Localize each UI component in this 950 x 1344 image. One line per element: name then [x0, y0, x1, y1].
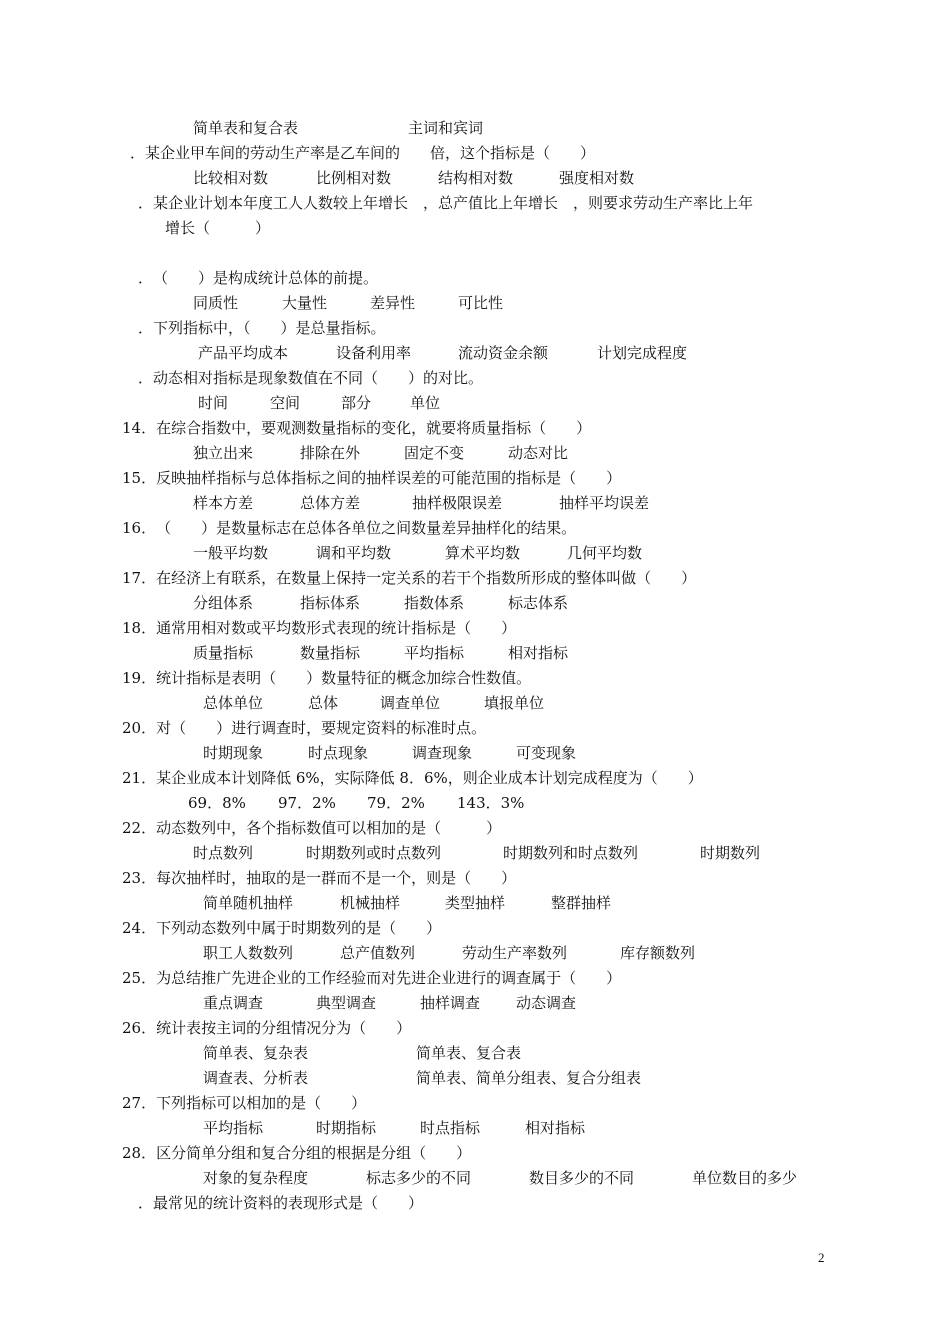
- option: 结构相对数: [438, 169, 514, 187]
- question-text: 对（ ）进行调查时，要规定资料的标准时点。: [156, 719, 487, 737]
- question-text: 某企业甲车间的劳动生产率是乙车间的 倍，这个指标是（ ）: [145, 144, 596, 162]
- option: 分组体系: [193, 594, 254, 612]
- question: [122, 568, 696, 588]
- question-text: （ ）是构成统计总体的前提。: [153, 269, 379, 287]
- question-number: 24．: [122, 919, 157, 937]
- option: 143．3%: [457, 794, 525, 812]
- option: 算术平均数: [445, 544, 521, 562]
- question: [122, 868, 516, 888]
- question-number: ．: [138, 194, 154, 212]
- option: 时期指标: [316, 1119, 377, 1137]
- question: [122, 768, 703, 788]
- option: 几何平均数: [567, 544, 643, 562]
- question: [122, 718, 486, 738]
- option: 差异性: [370, 294, 416, 312]
- option: 相对指标: [508, 644, 569, 662]
- option: 库存额数列: [620, 944, 696, 962]
- option: 时期数列或时点数列: [306, 844, 442, 862]
- option: 指标体系: [300, 594, 361, 612]
- option: 样本方差: [193, 494, 254, 512]
- option: 相对指标: [525, 1119, 586, 1137]
- question-text: 某企业计划本年度工人人数较上年增长 ，总产值比上年增长 ，则要求劳动生产率比上年: [153, 194, 754, 212]
- option: 79．2%: [367, 794, 425, 812]
- option: 单位数目的多少: [692, 1169, 798, 1187]
- question-number: 27．: [122, 1094, 157, 1112]
- option: 时点数列: [193, 844, 254, 862]
- question-number: 20．: [122, 719, 157, 737]
- option: 时期数列和时点数列: [503, 844, 639, 862]
- option: 一般平均数: [193, 544, 269, 562]
- option: 调和平均数: [316, 544, 392, 562]
- option: 数量指标: [300, 644, 361, 662]
- question-text: 统计表按主词的分组情况分为（ ）: [156, 1019, 412, 1037]
- question-text: 下列指标中，（ ）是总量指标。: [153, 319, 386, 337]
- question-text: 统计指标是表明（ ）数量特征的概念加综合性数值。: [156, 669, 532, 687]
- option: 产品平均成本: [198, 344, 289, 362]
- question-number: 17．: [122, 569, 157, 587]
- option: 设备利用率: [336, 344, 412, 362]
- question: [138, 268, 378, 288]
- question-text: 反映抽样指标与总体指标之间的抽样误差的可能范围的指标是（ ）: [156, 469, 622, 487]
- option: 填报单位: [484, 694, 545, 712]
- option: 可变现象: [516, 744, 577, 762]
- question: [122, 468, 621, 488]
- option: 69．8%: [188, 794, 246, 812]
- option: 对象的复杂程度: [203, 1169, 309, 1187]
- option: 时点指标: [420, 1119, 481, 1137]
- question: [122, 668, 531, 688]
- question: [138, 318, 386, 338]
- question-number: 19．: [122, 669, 157, 687]
- option: 比较相对数: [193, 169, 269, 187]
- question-text: 动态相对指标是现象数值在不同（ ）的对比。: [153, 369, 484, 387]
- option: 排除在外: [300, 444, 361, 462]
- option: 空间: [270, 394, 301, 412]
- option: 总产值数列: [340, 944, 416, 962]
- option: 抽样极限误差: [412, 494, 503, 512]
- option: 重点调查: [203, 994, 264, 1012]
- option: 比例相对数: [316, 169, 392, 187]
- option: 动态调查: [516, 994, 577, 1012]
- option: 流动资金余额: [458, 344, 549, 362]
- question-number: 22．: [122, 819, 157, 837]
- option: 职工人数数列: [203, 944, 294, 962]
- question-number: 23．: [122, 869, 157, 887]
- option: 平均指标: [203, 1119, 264, 1137]
- option: 机械抽样: [340, 894, 401, 912]
- option: 指数体系: [404, 594, 465, 612]
- question-text: （ ）是数量标志在总体各单位之间数量差异抽样化的结果。: [156, 519, 577, 537]
- question: [138, 1193, 423, 1213]
- question-number: ．: [138, 269, 154, 287]
- question-text: 区分简单分组和复合分组的根据是分组（ ）: [156, 1144, 472, 1162]
- question-number: ．: [138, 1194, 154, 1212]
- question-text: 在综合指数中，要观测数量指标的变化，就要将质量指标（ ）: [156, 419, 592, 437]
- question-text: 下列指标可以相加的是（ ）: [156, 1094, 367, 1112]
- option: 计划完成程度: [597, 344, 688, 362]
- option: 抽样调查: [420, 994, 481, 1012]
- question: [138, 368, 483, 388]
- option: 强度相对数: [559, 169, 635, 187]
- option: 时期数列: [700, 844, 761, 862]
- question-text: 下列动态数列中属于时期数列的是（ ）: [156, 919, 442, 937]
- question: [122, 918, 441, 938]
- option: 抽样平均误差: [559, 494, 650, 512]
- question-text: 动态数列中，各个指标数值可以相加的是（ ）: [156, 819, 502, 837]
- option: 调查单位: [380, 694, 441, 712]
- option: 总体: [308, 694, 339, 712]
- option: 调查表、分析表: [203, 1069, 309, 1087]
- option: 单位: [410, 394, 441, 412]
- option: 简单表、简单分组表、复合分组表: [416, 1069, 642, 1087]
- option: 简单随机抽样: [203, 894, 294, 912]
- option: 可比性: [458, 294, 504, 312]
- question: [138, 193, 753, 213]
- question-number: 26．: [122, 1019, 157, 1037]
- question: [130, 143, 595, 163]
- question-number: 14．: [122, 419, 157, 437]
- option: 质量指标: [193, 644, 254, 662]
- question: [122, 1018, 411, 1038]
- question-number: 16．: [122, 519, 157, 537]
- option: 97．2%: [278, 794, 336, 812]
- option: 时间: [198, 394, 229, 412]
- question: [122, 1143, 471, 1163]
- option: 劳动生产率数列: [462, 944, 568, 962]
- question-number: ．: [138, 369, 154, 387]
- option: 简单表和复合表: [193, 119, 299, 137]
- question-text: 每次抽样时，抽取的是一群而不是一个，则是（ ）: [156, 869, 517, 887]
- question: [122, 518, 576, 538]
- option: 简单表、复杂表: [203, 1044, 309, 1062]
- option: 主词和宾词: [408, 119, 484, 137]
- question-text: 通常用相对数或平均数形式表现的统计指标是（ ）: [156, 619, 517, 637]
- option: 总体方差: [300, 494, 361, 512]
- question: [122, 1093, 366, 1113]
- question-number: 18．: [122, 619, 157, 637]
- question-text: 某企业成本计划降低 6%，实际降低 8．6%，则企业成本计划完成程度为（ ）: [156, 769, 703, 787]
- option: 整群抽样: [551, 894, 612, 912]
- option: 标志体系: [508, 594, 569, 612]
- option: 动态对比: [508, 444, 569, 462]
- option: 数目多少的不同: [529, 1169, 635, 1187]
- question-text: 为总结推广先进企业的工作经验而对先进企业进行的调查属于（ ）: [156, 969, 622, 987]
- page-number: 2: [818, 1250, 825, 1265]
- option: 同质性: [193, 294, 239, 312]
- question-text: 在经济上有联系，在数量上保持一定关系的若干个指数所形成的整体叫做（ ）: [156, 569, 697, 587]
- question: [122, 818, 501, 838]
- option: 总体单位: [203, 694, 264, 712]
- question-number: 28．: [122, 1144, 157, 1162]
- question: [122, 618, 516, 638]
- option: 部分: [341, 394, 372, 412]
- option: 大量性: [282, 294, 328, 312]
- question-continuation: 增长（ ）: [165, 219, 271, 237]
- question: [122, 418, 591, 438]
- question-number: ．: [130, 144, 146, 162]
- option: 时期现象: [203, 744, 264, 762]
- option: 典型调查: [316, 994, 377, 1012]
- option: 简单表、复合表: [416, 1044, 522, 1062]
- option: 时点现象: [308, 744, 369, 762]
- question-number: ．: [138, 319, 154, 337]
- option: 类型抽样: [445, 894, 506, 912]
- question-number: 15．: [122, 469, 157, 487]
- question-number: 21．: [122, 769, 157, 787]
- option: 标志多少的不同: [366, 1169, 472, 1187]
- question-number: 25．: [122, 969, 157, 987]
- option: 独立出来: [193, 444, 254, 462]
- question: [122, 968, 621, 988]
- option: 固定不变: [404, 444, 465, 462]
- question-text: 最常见的统计资料的表现形式是（ ）: [153, 1194, 424, 1212]
- option: 调查现象: [412, 744, 473, 762]
- option: 平均指标: [404, 644, 465, 662]
